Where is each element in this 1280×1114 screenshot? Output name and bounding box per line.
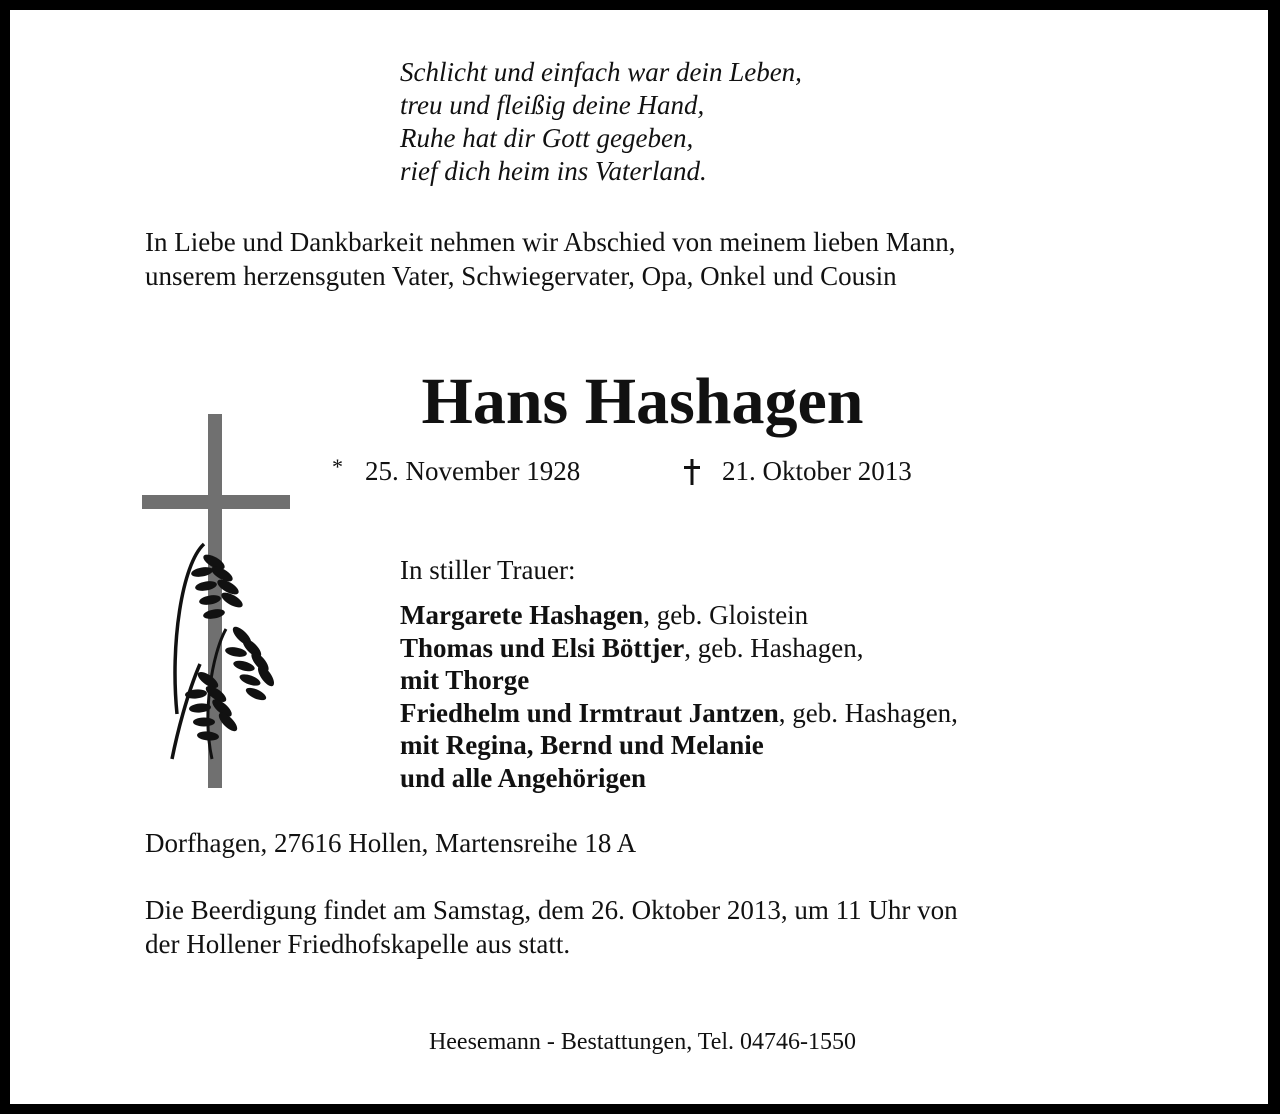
- mourner-note: , geb. Hashagen,: [778, 697, 958, 728]
- poem-line: treu und fleißig deine Hand,: [400, 90, 705, 120]
- mourner-name: Thomas und Elsi Böttjer: [400, 632, 685, 663]
- address: Dorfhagen, 27616 Hollen, Martensreihe 18 A: [145, 828, 637, 858]
- birth-symbol: *: [332, 454, 343, 479]
- mourner-line: [400, 599, 958, 632]
- mourner-name: Margarete Hashagen: [400, 600, 644, 630]
- cross-with-wheat-icon: [142, 414, 292, 790]
- funeral-line: der Hollener Friedhofskapelle aus statt.: [145, 929, 571, 959]
- mourner-note: , geb. Hashagen,: [684, 632, 864, 663]
- mourner-line: [400, 729, 958, 762]
- mourners-list: [400, 599, 958, 795]
- cross-icon: [682, 459, 702, 485]
- funeral-info: [145, 893, 958, 961]
- mourner-name: Friedhelm und Irmtraut Jantzen: [400, 697, 779, 728]
- mourner-name: mit Regina, Bernd und Melanie: [400, 730, 764, 761]
- mourner-note: , geb. Gloistein: [643, 600, 809, 630]
- mourner-name: und alle Angehörigen: [400, 762, 647, 793]
- mourner-line: [400, 664, 958, 697]
- poem: [400, 56, 802, 188]
- undertaker-footer: Heesemann - Bestattungen, Tel. 04746-1550: [428, 1029, 857, 1055]
- intro-line: In Liebe und Dankbarkeit nehmen wir Abschied von meinem lieben Mann,: [145, 227, 956, 257]
- mourner-name: mit Thorge: [400, 665, 530, 696]
- death-date: 21. Oktober 2013: [722, 456, 912, 486]
- obituary-notice: [10, 10, 1268, 1104]
- intro-text: [145, 225, 956, 293]
- poem-line: rief dich heim ins Vaterland.: [400, 156, 707, 186]
- mourner-line: [400, 632, 958, 665]
- mourner-line: [400, 762, 958, 795]
- intro-line: unserem herzensguten Vater, Schwiegervater, Opa, Onkel und Cousin: [145, 261, 897, 291]
- birth-date: 25. November 1928: [365, 456, 581, 486]
- funeral-line: Die Beerdigung findet am Samstag, dem 26. Oktober 2013, um 11 Uhr von: [145, 895, 958, 925]
- mourner-line: [400, 697, 958, 730]
- poem-line: Ruhe hat dir Gott gegeben,: [400, 123, 694, 153]
- poem-line: Schlicht und einfach war dein Leben,: [400, 57, 802, 87]
- mourning-heading: In stiller Trauer:: [400, 555, 576, 585]
- deceased-name: Hans Hashagen: [421, 365, 864, 438]
